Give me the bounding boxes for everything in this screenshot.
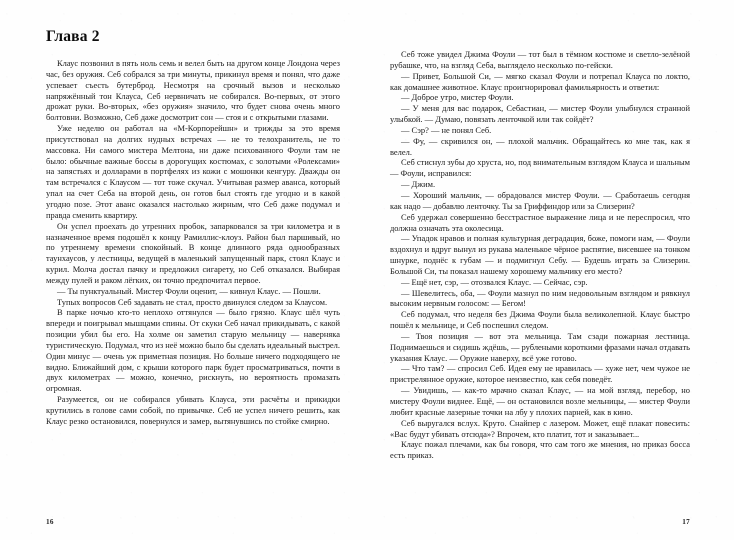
page-number-left: 16 (46, 518, 54, 526)
paragraph: — Ты пунктуальный. Мистер Фоули оценит, — кивнул Клаус. — Пошли. (57, 285, 321, 296)
paragraph: Разумеется, он не собирался убивать Клауса, эти расчёты и прикидки крутились в голове сами собой, по привычке. Себ не успел ничего решить, как Клаус резко остановился, повернулся и замер, вытянувшись по стойке смирно. (46, 394, 340, 426)
right-page (367, 0, 734, 540)
paragraph: — У меня для вас подарок, Себастиан, — мистер Фоули улыбнулся странной улыбкой. — Думаю, повязать ленточкой или так сойдёт? (390, 103, 690, 125)
paragraph: Клаус пожал плечами, как бы говоря, что сам того же мнения, но приказ босса есть приказ. (390, 439, 690, 461)
paragraph: — Привет, Большой Си, — мягко сказал Фоули и потрепал Клауса по локтю, как домашнее животное. Клаус проигнорировал фамильярность и ответил: (390, 70, 690, 92)
paragraph: — Упадок нравов и полная культурная деградация, боже, помоги нам, — Фоули вздохнул и вдруг вынул из рукава маленькое чёрное распятие, висевшее на тонком шнурке, поднёс к губам — и подмигнул Себу. — Будешь играть за Слизерин. Большой Си, ты показал нашему хорошему мальчику его место? (390, 233, 690, 276)
paragraph: Себ тоже увидел Джима Фоули — тот был в тёмном костюме и светло-зелёной рубашке, что, на взгляд Себа, выглядело несколько по-гейски. (390, 49, 690, 70)
paragraph: — Увидишь, — как-то мрачно сказал Клаус, — на мой взгляд, перебор, но мистеру Фоули виднее. Ещё, — он остановился возле мельницы, — мистер Фоули любит красные лазерные точки на лбу у плохих парней, как в кино. (390, 385, 690, 417)
paragraph: — Фу, — скривился он, — плохой мальчик. Обращайтесь ко мне так, как я велел. (390, 135, 690, 157)
paragraph: — Шевелитесь, оба, — Фоули мазнул по ним недовольным взглядом и рявкнул высоким нервным голосом: — Бегом! (390, 287, 690, 309)
paragraph: — Хороший мальчик, — обрадовался мистер Фоули. — Сработаешь сегодня как надо — добавлю ленточку. Ты за Гриффиндор или за Слизерин? (390, 189, 690, 211)
paragraph: В парке ночью кто-то неплохо оттянулся — было грязно. Клаус шёл чуть впереди и поигрывал мышцами спины. От скуки Себ начал прикидывать, с какой позиции убил бы его. На холме он заметил старую мельницу — наверняка туристическую. Подумал, что из неё можно было бы сделать идеальный выстрел. Один минус — очень уж приметная позиция. Но больше ничего подходящего не видно. Ближайший дом, с крыши которого парк будет просматриваться, почти в двух километрах — можно, конечно, рискнуть, но вероятность промазать огромная. (46, 307, 340, 394)
paragraph: — Джим. (401, 179, 436, 190)
paragraph: — Сэр? — не понял Себ. (401, 124, 492, 135)
chapter-title: Глава 2 (46, 28, 100, 45)
right-page-body (390, 49, 690, 461)
paragraph: Клаус позвонил в пять ноль семь и велел быть на другом конце Лондона через час, без оружия. Себ собрался за три минуты, прикинул время и понял, что даже успевает съесть бутерброд. Несмотря на срочный вызов и несколько напряжённый тон Клауса, Себ нервничать не собирался. Во-первых, от этого дрожат руки. Во-вторых, «без оружия» значило, что будет снова очень много болтовни. Возможно, Себ даже досмотрит сон — стоя и с открытыми глазами. (46, 58, 340, 123)
paragraph: Себ подумал, что неделя без Джима Фоули была великолепной. Клаус быстро пошёл к мельнице, и Себ поспешил следом. (390, 309, 690, 331)
left-page-body (46, 58, 340, 427)
paragraph: Тупых вопросов Себ задавать не стал, просто двинулся следом за Клаусом. (57, 296, 328, 307)
paragraph: Себ удержал совершенно бесстрастное выражение лица и не переспросил, что должна означать эта околесица. (390, 211, 690, 233)
paragraph: Себ выругался вслух. Круто. Снайпер с лазером. Может, ещё плакат повесить: «Вас будут убивать отсюда»? Впрочем, кто платит, тот и заказывает... (390, 417, 690, 439)
paragraph: Уже неделю он работал на «М-Корпорейшн» и трижды за это время присутствовал на долгих нудных встречах — не то телохранитель, не то массовка. Ни самого мистера Мелтона, ни даже психованного Фоули там не было: обычные важные боссы в дорогущих костюмах, с золотыми «Ролексами» на запястьях и долларами в портфелях из кожи с мошонки кенгуру. Дважды он там встречался с Клаусом — тот тоже скучал. Учитывая размер аванса, который упал на счет Себа на второй день, он готов был стоять где угодно и в какой угодно позе. Этот аванс оказался настолько жирным, что Себ даже подумал и правда сменить квартиру. (46, 123, 340, 220)
paragraph: — Ещё нет, сэр, — отозвался Клаус. — Сейчас, сэр. (401, 276, 588, 287)
right-page-top-spacer (390, 28, 690, 49)
page-number-right: 17 (682, 518, 690, 526)
paragraph: — Доброе утро, мистер Фоули. (401, 92, 514, 103)
paragraph: Себ стиснул зубы до хруста, но, под внимательным взглядом Клауса и шальным — Фоули, исправился: (390, 157, 690, 179)
paragraph: — Что там? — спросил Себ. Идея ему не нравилась — хуже нет, чем чужое не пристрелянное оружие, которое неизвестно, как себя поведёт. (390, 363, 690, 385)
paragraph: — Твоя позиция — вот эта мельница. Там сзади пожарная лестница. Поднимаешься и сидишь ждёшь, — рублеными короткими фразами начал отдавать указания Клаус. — Оружие наверху, всё уже готово. (390, 330, 690, 363)
paragraph: Он успел проехать до утренних пробок, запарковался за три километра и в назначенное время подошёл к концу Рамиллис-клоуз. Район был паршивый, но по утреннему времени спокойный. В конце длинного ряда однообразных таунхаусов, у лестницы, ведущей в маленький запущенный парк, стоял Клаус и курил. Молча достал пачку и предложил сигарету, но Себ отказался. Выбирая между пулей и раком лёгких, он точно предпочитал первое. (46, 220, 340, 285)
